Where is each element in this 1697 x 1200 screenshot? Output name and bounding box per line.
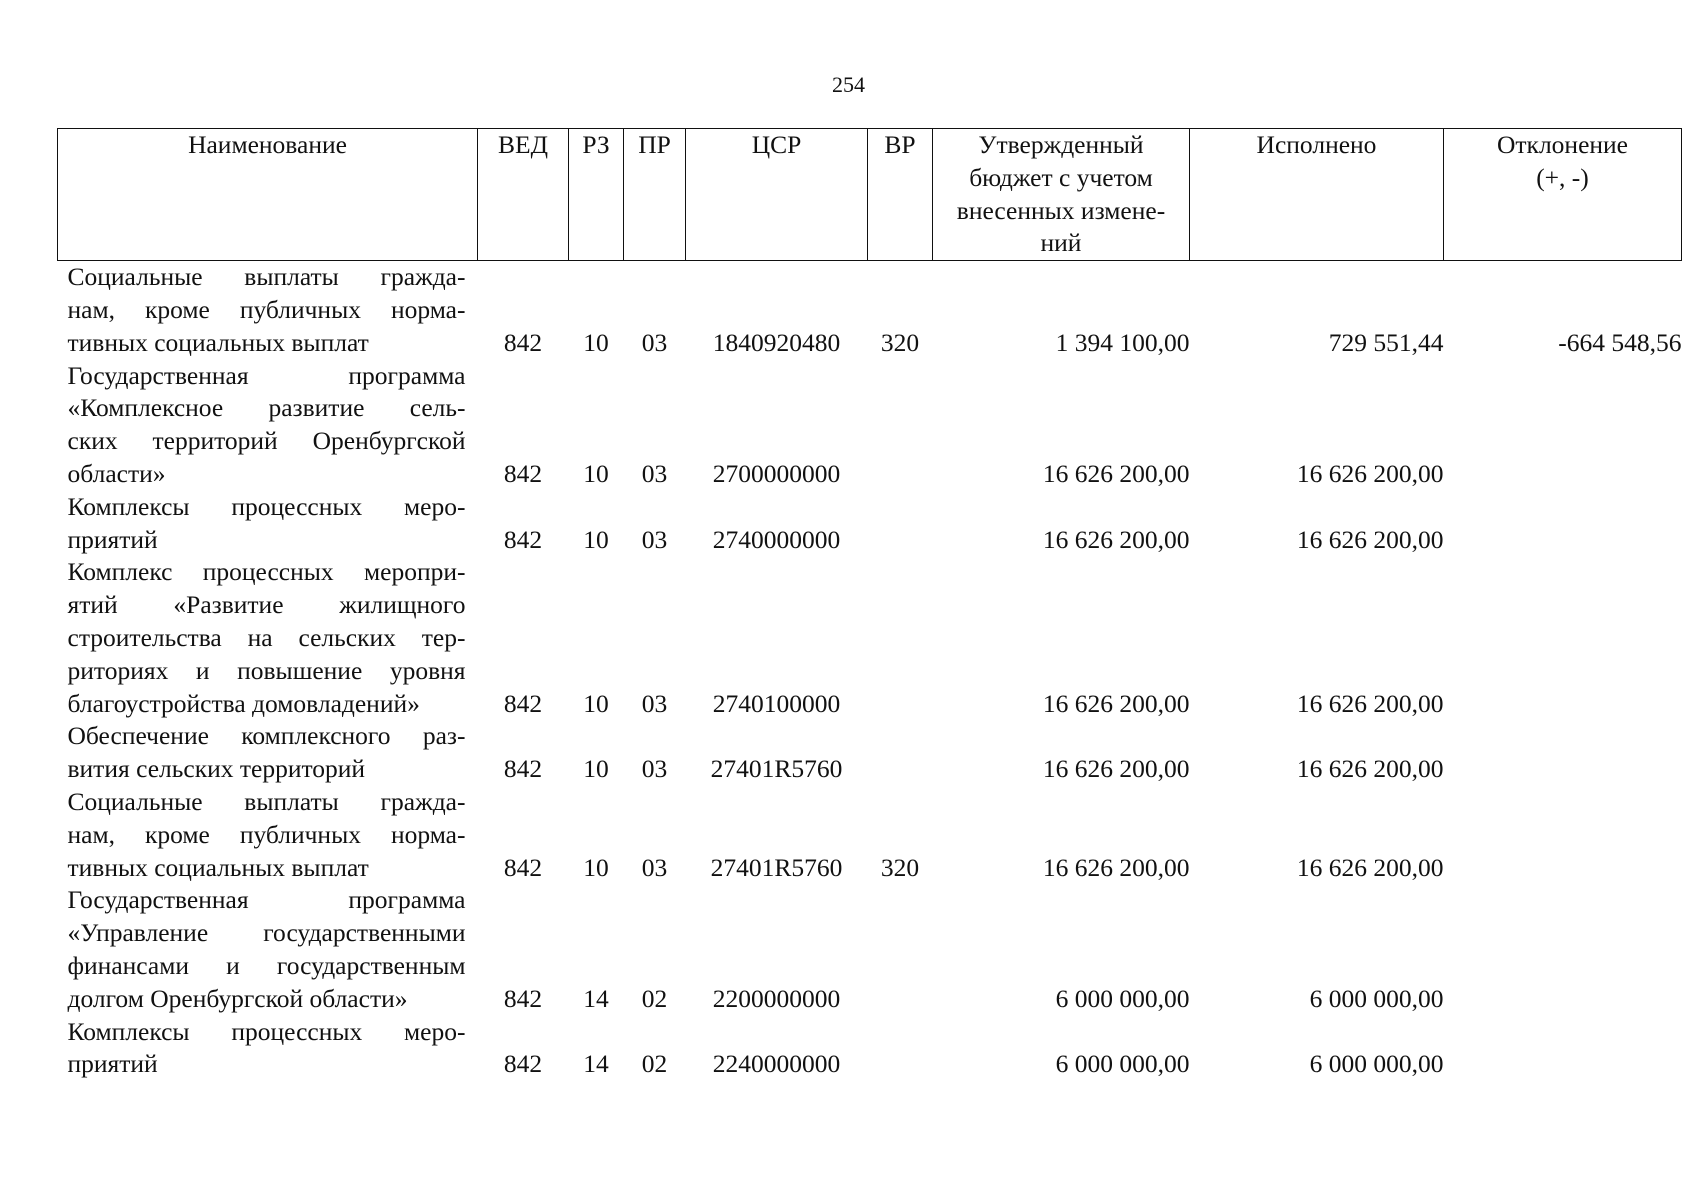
row-name-line: Социальные выплаты гражда- <box>67 786 466 816</box>
row-name-line: «Управление государственными <box>67 918 466 948</box>
row-name-line: Социальные выплаты гражда- <box>67 262 466 292</box>
header-approved-line: ний <box>1040 228 1082 258</box>
row-name-line: благоустройства домовладений» <box>67 688 420 718</box>
row-pr: 03 <box>641 852 668 882</box>
row-ved: 842 <box>503 327 543 357</box>
row-approved: 16 626 200,00 <box>1042 688 1190 718</box>
header-deviation-line: Отклонение <box>1497 130 1628 159</box>
row-name-line: Государственная программа <box>67 885 466 915</box>
row-deviation <box>1444 1016 1682 1082</box>
table-row <box>58 556 1682 720</box>
header-csr: ЦСР <box>686 129 868 261</box>
row-csr: 27401R5760 <box>710 754 843 784</box>
header-approved-line: бюджет с учетом <box>969 162 1153 192</box>
row-name-line: ятий «Развитие жилищного <box>67 590 466 620</box>
row-approved: 16 626 200,00 <box>1042 852 1190 882</box>
row-rz: 10 <box>583 458 609 488</box>
row-rz: 10 <box>583 688 609 718</box>
row-name-cell <box>58 360 478 491</box>
row-csr: 27401R5760 <box>710 852 843 882</box>
row-name-line: ских территорий Оренбургской <box>67 426 466 456</box>
row-rz: 14 <box>583 983 609 1013</box>
row-name-line: нам, кроме публичных норма- <box>67 294 466 324</box>
table-header <box>58 129 1682 261</box>
row-executed: 729 551,44 <box>1328 327 1444 357</box>
row-approved: 6 000 000,00 <box>1055 983 1190 1013</box>
row-name-cell <box>58 491 478 557</box>
row-ved: 842 <box>503 852 543 882</box>
row-name-line: приятий <box>67 524 158 554</box>
row-name-line: риториях и повышение уровня <box>67 655 466 685</box>
row-deviation <box>1444 556 1682 720</box>
row-name-line: долгом Оренбургской области» <box>67 983 408 1013</box>
table-row <box>58 1016 1682 1082</box>
row-vr <box>868 720 933 786</box>
header-approved-line: Утвержденный <box>978 130 1144 159</box>
row-deviation <box>1444 720 1682 786</box>
row-executed: 16 626 200,00 <box>1296 688 1444 718</box>
row-approved: 1 394 100,00 <box>1055 327 1190 357</box>
header-executed: Исполнено <box>1190 129 1444 261</box>
row-executed: 16 626 200,00 <box>1296 458 1444 488</box>
row-approved: 16 626 200,00 <box>1042 754 1190 784</box>
row-rz: 10 <box>583 852 609 882</box>
row-name-line: «Комплексное развитие сель- <box>67 393 466 423</box>
row-name-line: Обеспечение комплексного раз- <box>67 721 466 751</box>
row-name-line: Комплекс процессных меропри- <box>67 557 466 587</box>
row-name-cell <box>58 261 478 360</box>
row-name-cell <box>58 1016 478 1082</box>
row-deviation <box>1444 360 1682 491</box>
header-vr: ВР <box>868 129 933 261</box>
row-rz: 10 <box>583 327 609 357</box>
row-deviation <box>1444 491 1682 557</box>
row-name-line: вития сельских территорий <box>67 754 366 784</box>
row-executed: 16 626 200,00 <box>1296 852 1444 882</box>
row-approved: 16 626 200,00 <box>1042 458 1190 488</box>
row-executed: 16 626 200,00 <box>1296 524 1444 554</box>
row-ved: 842 <box>503 524 543 554</box>
row-vr <box>868 360 933 491</box>
row-name-line: нам, кроме публичных норма- <box>67 819 466 849</box>
row-name-cell <box>58 786 478 884</box>
row-pr: 03 <box>641 458 668 488</box>
table-row <box>58 261 1682 360</box>
row-csr: 2740000000 <box>712 524 841 554</box>
row-deviation <box>1444 884 1682 1015</box>
row-rz: 10 <box>583 524 609 554</box>
row-name-line: области» <box>67 458 166 488</box>
row-executed: 6 000 000,00 <box>1309 983 1444 1013</box>
row-approved: 6 000 000,00 <box>1055 1049 1190 1079</box>
row-name-line: Комплексы процессных меро- <box>67 491 466 521</box>
row-rz: 10 <box>583 754 609 784</box>
table-row <box>58 491 1682 557</box>
row-name-line: тивных социальных выплат <box>67 852 369 882</box>
row-deviation <box>1444 786 1682 884</box>
table-body <box>58 261 1682 1081</box>
row-name-cell <box>58 884 478 1015</box>
row-ved: 842 <box>503 458 543 488</box>
header-pr: ПР <box>624 129 686 261</box>
header-approved-budget <box>933 129 1190 261</box>
row-vr <box>868 491 933 557</box>
row-ved: 842 <box>503 688 543 718</box>
row-name-line: тивных социальных выплат <box>67 327 369 357</box>
header-deviation <box>1444 129 1682 261</box>
row-name-line: финансами и государственным <box>67 950 466 980</box>
header-rz: РЗ <box>569 129 624 261</box>
table-row <box>58 720 1682 786</box>
row-rz: 14 <box>583 1049 609 1079</box>
header-deviation-line: (+, -) <box>1536 162 1589 192</box>
header-ved: ВЕД <box>478 129 569 261</box>
row-ved: 842 <box>503 983 543 1013</box>
row-approved: 16 626 200,00 <box>1042 524 1190 554</box>
row-csr: 2740100000 <box>712 688 841 718</box>
row-vr <box>868 556 933 720</box>
row-executed: 6 000 000,00 <box>1309 1049 1444 1079</box>
row-executed: 16 626 200,00 <box>1296 754 1444 784</box>
header-name: Наименование <box>58 129 478 261</box>
row-ved: 842 <box>503 754 543 784</box>
row-csr: 2200000000 <box>712 983 841 1013</box>
row-pr: 02 <box>641 1049 668 1079</box>
header-row <box>58 129 1682 261</box>
row-deviation: -664 548,56 <box>1558 327 1682 357</box>
table-row <box>58 786 1682 884</box>
budget-execution-table-sheet <box>57 128 1682 1081</box>
row-pr: 03 <box>641 754 668 784</box>
row-name-line: приятий <box>67 1049 158 1079</box>
row-name-line: строительства на сельских тер- <box>67 622 466 652</box>
row-name-line: Комплексы процессных меро- <box>67 1016 466 1046</box>
row-vr <box>868 1016 933 1082</box>
row-vr: 320 <box>880 327 920 357</box>
row-name-line: Государственная программа <box>67 360 466 390</box>
row-csr: 2240000000 <box>712 1049 841 1079</box>
row-csr: 1840920480 <box>712 327 841 357</box>
row-name-cell <box>58 720 478 786</box>
row-pr: 03 <box>641 524 668 554</box>
row-pr: 02 <box>641 983 668 1013</box>
header-approved-line: внесенных измене- <box>956 195 1166 225</box>
page-number: 254 <box>832 72 865 97</box>
table-row <box>58 360 1682 491</box>
row-pr: 03 <box>641 327 668 357</box>
row-pr: 03 <box>641 688 668 718</box>
row-csr: 2700000000 <box>712 458 841 488</box>
row-name-cell <box>58 556 478 720</box>
row-vr <box>868 884 933 1015</box>
row-vr: 320 <box>880 852 920 882</box>
table-row <box>58 884 1682 1015</box>
row-ved: 842 <box>503 1049 543 1079</box>
budget-execution-table <box>57 128 1682 1081</box>
